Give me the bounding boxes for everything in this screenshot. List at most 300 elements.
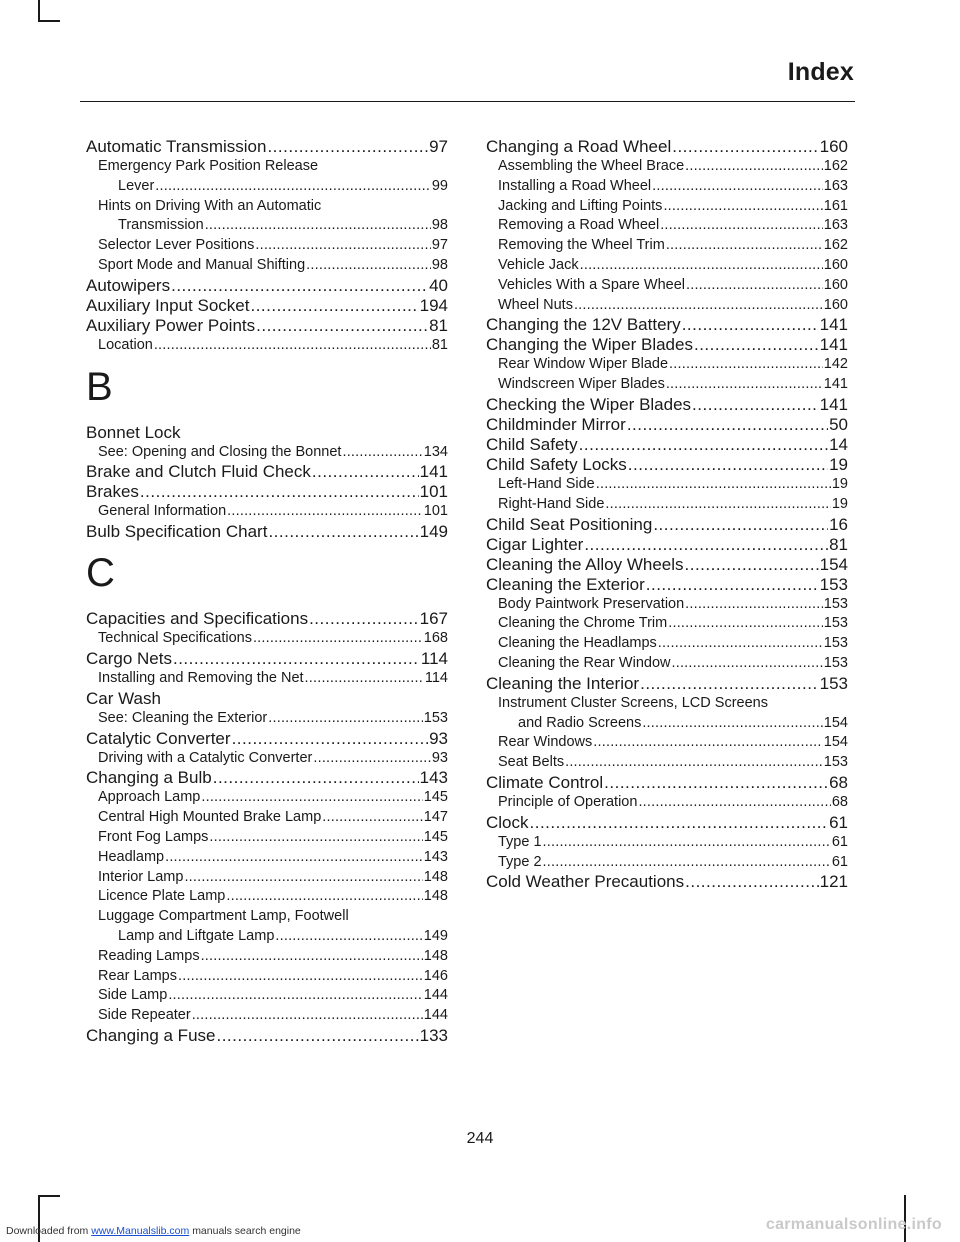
- index-subentry[interactable]: [86, 967, 448, 987]
- dot-leader: [171, 276, 428, 296]
- entry-row: [98, 443, 448, 463]
- index-entry[interactable]: [86, 462, 448, 482]
- dot-leader: [640, 674, 819, 694]
- page-ref: 133: [419, 1025, 448, 1045]
- index-subentry[interactable]: [86, 502, 448, 522]
- entry-row: [86, 522, 448, 542]
- page-ref: 153: [423, 709, 448, 726]
- dot-leader: [604, 773, 828, 793]
- entry-text: Checking the Wiper Blades: [486, 394, 692, 414]
- section-letter: C: [86, 551, 115, 596]
- index-entry[interactable]: [486, 773, 848, 793]
- page-ref: 81: [431, 336, 448, 353]
- entry-text: Bulb Specification Chart: [86, 522, 268, 542]
- index-subentry[interactable]: [486, 236, 848, 256]
- entry-row: [498, 654, 848, 674]
- entry-row: [486, 535, 848, 555]
- entry-row: [498, 853, 848, 873]
- page-ref: 81: [829, 534, 848, 554]
- entry-row: [98, 986, 448, 1006]
- entry-row: [86, 609, 448, 629]
- index-entry[interactable]: [486, 395, 848, 415]
- index-entry[interactable]: [486, 535, 848, 555]
- page-ref: 40: [429, 275, 448, 295]
- index-subentry[interactable]: [486, 733, 848, 753]
- index-subentry[interactable]: [486, 495, 848, 515]
- index-entry[interactable]: [86, 522, 448, 542]
- page-ref: 19: [829, 454, 848, 474]
- entry-row: [498, 375, 848, 395]
- entry-text: Wheel Nuts: [498, 296, 573, 313]
- index-entry[interactable]: [486, 415, 848, 435]
- dot-leader: [646, 575, 819, 595]
- index-subentry[interactable]: [486, 216, 848, 236]
- page-ref: 143: [419, 768, 448, 788]
- page-ref: 160: [823, 296, 848, 313]
- page-ref: 168: [423, 630, 448, 647]
- index-subentry[interactable]: [86, 669, 448, 689]
- index-subentry[interactable]: [86, 808, 448, 828]
- entry-text: Childminder Mirror: [486, 414, 626, 434]
- page-ref: 148: [423, 888, 448, 905]
- index-subentry[interactable]: [86, 887, 448, 907]
- index-subentry[interactable]: [86, 788, 448, 808]
- page-ref: 121: [819, 872, 848, 892]
- index-subentry[interactable]: [486, 256, 848, 276]
- entry-text: Driving with a Catalytic Converter: [98, 749, 313, 766]
- page-ref: 81: [429, 315, 448, 335]
- entry-text: Headlamp: [98, 848, 165, 865]
- entry-row: [86, 689, 448, 709]
- index-subentry[interactable]: [86, 256, 448, 276]
- entry-row: [98, 236, 448, 256]
- dot-leader: [580, 256, 823, 276]
- entry-row: [98, 629, 448, 649]
- dot-leader: [669, 355, 823, 375]
- entry-text: Child Safety Locks: [486, 454, 627, 474]
- entry-text: Side Lamp: [98, 987, 168, 1004]
- dot-leader: [213, 768, 419, 788]
- entry-text: Assembling the Wheel Brace: [498, 158, 685, 174]
- section-letter: B: [86, 364, 113, 409]
- entry-text: Windscreen Wiper Blades: [498, 376, 665, 393]
- page-ref: 153: [823, 635, 848, 652]
- dot-leader: [232, 729, 429, 749]
- entry-row: [486, 415, 848, 435]
- index-subentry[interactable]: [86, 443, 448, 463]
- page-ref: 141: [819, 315, 848, 335]
- dot-leader: [313, 749, 431, 769]
- page-ref: 163: [823, 217, 848, 234]
- index-subentry[interactable]: [86, 749, 448, 769]
- entry-row: [98, 669, 448, 689]
- index-subentry[interactable]: [86, 868, 448, 888]
- dot-leader: [584, 535, 828, 555]
- entry-text: Car Wash: [86, 688, 161, 708]
- entry-row: [86, 649, 448, 669]
- index-entry[interactable]: [486, 674, 848, 694]
- index-entry[interactable]: [486, 575, 848, 595]
- entry-text: Cargo Nets: [86, 648, 172, 668]
- entry-text: Left-Hand Side: [498, 475, 595, 492]
- entry-text: Selector Lever Positions: [98, 237, 255, 254]
- entry-text: Auxiliary Input Socket: [86, 295, 250, 315]
- entry-text: Type 2: [498, 853, 542, 870]
- dot-leader: [267, 137, 428, 157]
- index-subentry[interactable]: [486, 793, 848, 813]
- entry-text: Rear Window Wiper Blade: [498, 356, 669, 373]
- index-subentry[interactable]: [86, 986, 448, 1006]
- entry-row: [486, 515, 848, 535]
- entry-text: Cleaning the Chrome Trim: [498, 615, 668, 632]
- dot-leader: [268, 709, 423, 729]
- crop-mark-bottom-left-horizontal: [38, 1195, 60, 1197]
- page-ref: 153: [819, 673, 848, 693]
- dot-leader: [140, 482, 419, 502]
- entry-text: Catalytic Converter: [86, 728, 231, 748]
- entry-text: Side Repeater: [98, 1007, 191, 1024]
- index-entry[interactable]: [86, 729, 448, 749]
- dot-leader: [322, 808, 423, 828]
- dot-leader: [692, 395, 819, 415]
- entry-row: [498, 197, 848, 217]
- entry-row: [98, 1006, 448, 1026]
- dot-leader: [685, 595, 823, 615]
- entry-row: [498, 833, 848, 853]
- index-subentry[interactable]: [486, 595, 848, 615]
- entry-row: [98, 749, 448, 769]
- page-ref: 61: [831, 853, 848, 870]
- index-subentry[interactable]: [86, 848, 448, 868]
- index-entry[interactable]: [486, 872, 848, 892]
- entry-text: Emergency Park Position Release: [98, 158, 319, 174]
- entry-row: [498, 753, 848, 773]
- page-ref: 68: [829, 772, 848, 792]
- entry-text: Removing a Road Wheel: [498, 217, 660, 234]
- manualslib-link[interactable]: www.Manualslib.com: [91, 1225, 190, 1237]
- page-ref: 167: [419, 609, 448, 629]
- dot-leader: [530, 813, 829, 833]
- entry-text: Vehicle Jack: [498, 256, 579, 273]
- page-ref: 154: [819, 554, 848, 574]
- entry-row: [86, 316, 448, 336]
- dot-leader: [685, 157, 823, 177]
- entry-row: [98, 967, 448, 987]
- entry-row: [498, 355, 848, 375]
- dot-leader: [666, 236, 823, 256]
- page-ref: 148: [423, 868, 448, 885]
- index-entry[interactable]: [486, 137, 848, 157]
- index-subentry[interactable]: [86, 828, 448, 848]
- header-divider: [80, 101, 855, 102]
- entry-row: [86, 276, 448, 296]
- entry-row: [98, 709, 448, 729]
- entry-text: Auxiliary Power Points: [86, 315, 256, 335]
- entry-row: [486, 555, 848, 575]
- page-ref: 162: [823, 158, 848, 174]
- index-entry[interactable]: [86, 316, 448, 336]
- entry-text: Reading Lamps: [98, 947, 200, 964]
- index-subentry[interactable]: [486, 694, 848, 734]
- page-ref: 97: [431, 237, 448, 254]
- entry-text: Changing the Wiper Blades: [486, 335, 693, 355]
- entry-text: Approach Lamp: [98, 789, 201, 806]
- dot-leader: [305, 669, 424, 689]
- index-entry[interactable]: [486, 435, 848, 455]
- page-ref: 144: [423, 987, 448, 1004]
- entry-text: Child Seat Positioning: [486, 514, 653, 534]
- entry-text: Technical Specifications: [98, 630, 252, 647]
- dot-leader: [658, 634, 823, 654]
- page-ref: 161: [823, 197, 848, 214]
- entry-text: Cleaning the Exterior: [486, 574, 645, 594]
- index-entry[interactable]: [86, 482, 448, 502]
- dot-leader: [605, 495, 830, 515]
- entry-text: Capacities and Specifications: [86, 609, 309, 629]
- entry-text: Cigar Lighter: [486, 534, 584, 554]
- entry-row: [498, 276, 848, 296]
- entry-text: Changing a Bulb: [86, 768, 212, 788]
- index-entry[interactable]: [86, 276, 448, 296]
- index-subentry[interactable]: [486, 634, 848, 654]
- entry-row: [98, 256, 448, 276]
- index-subentry[interactable]: [486, 853, 848, 873]
- entry-row: [498, 595, 848, 615]
- index-entry[interactable]: [86, 609, 448, 629]
- index-entry[interactable]: [486, 455, 848, 475]
- download-notice: [6, 1225, 301, 1237]
- dot-leader: [668, 614, 823, 634]
- index-subentry[interactable]: [486, 177, 848, 197]
- index-subentry[interactable]: [486, 614, 848, 634]
- page-ref: 61: [829, 812, 848, 832]
- page-ref: 93: [429, 728, 448, 748]
- dot-leader: [628, 455, 828, 475]
- dot-leader: [309, 609, 419, 629]
- index-column-right: [486, 137, 848, 892]
- download-prefix: Downloaded from: [6, 1225, 89, 1237]
- page-ref: 101: [423, 503, 448, 520]
- entry-row: [486, 813, 848, 833]
- index-entry[interactable]: [86, 649, 448, 669]
- dot-leader: [155, 177, 431, 197]
- entry-text: Automatic Transmission: [86, 137, 267, 156]
- page-ref: 141: [819, 394, 848, 414]
- index-subentry[interactable]: [86, 336, 448, 356]
- index-subentry[interactable]: [486, 157, 848, 177]
- index-entry[interactable]: [486, 555, 848, 575]
- entry-text: Hints on Driving With an Automatic: [98, 197, 322, 214]
- page-ref: 98: [431, 217, 448, 234]
- index-entry[interactable]: [86, 1026, 448, 1046]
- page-title: Index: [787, 58, 854, 86]
- index-subentry[interactable]: [86, 947, 448, 967]
- page-ref: 160: [819, 137, 848, 156]
- dot-leader: [574, 296, 823, 316]
- dot-leader: [209, 828, 422, 848]
- page-ref: 19: [831, 495, 848, 512]
- dot-leader: [686, 276, 823, 296]
- index-subentry[interactable]: [486, 833, 848, 853]
- dot-leader: [255, 236, 431, 256]
- index-entry[interactable]: [486, 315, 848, 335]
- page-ref: 14: [829, 434, 848, 454]
- index-entry[interactable]: [86, 768, 448, 788]
- dot-leader: [268, 522, 418, 542]
- index-entry[interactable]: [486, 813, 848, 833]
- index-subentry[interactable]: [86, 197, 448, 237]
- page-ref: 194: [419, 295, 448, 315]
- index-subentry[interactable]: [86, 629, 448, 649]
- index-entry[interactable]: [486, 335, 848, 355]
- index-subentry[interactable]: [486, 296, 848, 316]
- entry-row: [98, 927, 448, 947]
- page-ref: 145: [423, 828, 448, 845]
- entry-row: [98, 808, 448, 828]
- entry-text: Cleaning the Interior: [486, 673, 640, 693]
- entry-text: Interior Lamp: [98, 868, 184, 885]
- entry-text: Brake and Clutch Fluid Check: [86, 462, 311, 482]
- entry-text: Jacking and Lifting Points: [498, 197, 663, 214]
- dot-leader: [653, 515, 828, 535]
- entry-text: See: Opening and Closing the Bonnet: [98, 443, 342, 460]
- page-ref: 153: [823, 754, 848, 771]
- dot-leader: [694, 335, 819, 355]
- entry-text-continued: Lever: [118, 177, 155, 194]
- dot-leader: [638, 793, 830, 813]
- dot-leader: [312, 462, 419, 482]
- entry-row: [486, 315, 848, 335]
- entry-text: Rear Lamps: [98, 967, 177, 984]
- index-entry[interactable]: [86, 423, 448, 443]
- index-subentry[interactable]: [486, 475, 848, 495]
- index-subentry[interactable]: [486, 375, 848, 395]
- dot-leader: [666, 375, 823, 395]
- entry-row: [498, 475, 848, 495]
- dot-leader: [227, 502, 423, 522]
- entry-row: [486, 773, 848, 793]
- entry-row: [486, 674, 848, 694]
- dot-leader: [154, 336, 431, 356]
- index-subentry[interactable]: [486, 276, 848, 296]
- page-ref: 160: [823, 256, 848, 273]
- entry-row: [498, 296, 848, 316]
- entry-text: Cleaning the Alloy Wheels: [486, 554, 684, 574]
- entry-text: Changing the 12V Battery: [486, 315, 681, 335]
- index-subentry[interactable]: [86, 1006, 448, 1026]
- index-entry[interactable]: [86, 296, 448, 316]
- page-ref: 141: [419, 462, 448, 482]
- entry-row: [98, 947, 448, 967]
- page-ref: 163: [823, 177, 848, 194]
- entry-text: Clock: [486, 812, 529, 832]
- page-ref: 153: [819, 574, 848, 594]
- index-subentry[interactable]: [486, 753, 848, 773]
- index-subentry[interactable]: [486, 197, 848, 217]
- index-subentry[interactable]: [86, 157, 448, 197]
- page-ref: 93: [431, 749, 448, 766]
- entry-text: Vehicles With a Spare Wheel: [498, 276, 685, 293]
- entry-row: [98, 868, 448, 888]
- entry-text: Body Paintwork Preservation: [498, 595, 685, 612]
- page-ref: 142: [823, 356, 848, 373]
- entry-row: [486, 137, 848, 157]
- entry-row: [486, 395, 848, 415]
- dot-leader: [342, 443, 422, 463]
- entry-text: See: Cleaning the Exterior: [98, 709, 268, 726]
- entry-text: Licence Plate Lamp: [98, 888, 226, 905]
- page-ref: 149: [419, 522, 448, 542]
- entry-text: Sport Mode and Manual Shifting: [98, 256, 306, 273]
- page-ref: 144: [423, 1007, 448, 1024]
- page-ref: 101: [419, 482, 448, 502]
- entry-row: [486, 455, 848, 475]
- entry-text: Installing a Road Wheel: [498, 177, 652, 194]
- entry-row: [98, 502, 448, 522]
- index-subentry[interactable]: [86, 236, 448, 256]
- page-ref: 146: [423, 967, 448, 984]
- index-column-left: [86, 137, 448, 1046]
- page-ref: 160: [823, 276, 848, 293]
- dot-leader: [685, 872, 819, 892]
- index-entry[interactable]: [486, 515, 848, 535]
- dot-leader: [627, 415, 828, 435]
- page-ref: 50: [829, 414, 848, 434]
- dot-leader: [671, 654, 822, 674]
- page-ref: 99: [431, 177, 448, 194]
- index-entry[interactable]: [86, 137, 448, 157]
- entry-row: [86, 423, 448, 443]
- index-entry[interactable]: [86, 689, 448, 709]
- dot-leader: [226, 887, 422, 907]
- index-subentry[interactable]: [86, 907, 448, 947]
- page-ref: 154: [823, 714, 848, 731]
- entry-text-continued: and Radio Screens: [518, 714, 642, 731]
- index-subentry[interactable]: [486, 654, 848, 674]
- entry-text: Luggage Compartment Lamp, Footwell: [98, 908, 349, 925]
- entry-text: Child Safety: [486, 434, 578, 454]
- page-ref: 145: [423, 789, 448, 806]
- entry-row: [98, 828, 448, 848]
- entry-row: [498, 256, 848, 276]
- dot-leader: [250, 296, 418, 316]
- entry-row: [498, 714, 848, 734]
- page-ref: 114: [424, 669, 448, 686]
- entry-text: Climate Control: [486, 772, 604, 792]
- page-ref: 154: [823, 734, 848, 751]
- index-subentry[interactable]: [86, 709, 448, 729]
- index-subentry[interactable]: [486, 355, 848, 375]
- entry-row: [486, 335, 848, 355]
- entry-row: [98, 336, 448, 356]
- dot-leader: [596, 475, 831, 495]
- dot-leader: [165, 848, 423, 868]
- entry-row: [498, 495, 848, 515]
- entry-row: [86, 462, 448, 482]
- page-ref: 149: [423, 927, 448, 944]
- page-ref: 97: [429, 137, 448, 156]
- entry-text: Bonnet Lock: [86, 422, 181, 442]
- page-ref: 153: [823, 654, 848, 671]
- entry-text: Location: [98, 336, 153, 353]
- page-ref: 98: [431, 256, 448, 273]
- dot-leader: [642, 714, 822, 734]
- entry-text-continued: Lamp and Liftgate Lamp: [118, 927, 275, 944]
- dot-leader: [256, 316, 428, 336]
- dot-leader: [168, 986, 422, 1006]
- dot-leader: [682, 315, 819, 335]
- entry-row: [486, 435, 848, 455]
